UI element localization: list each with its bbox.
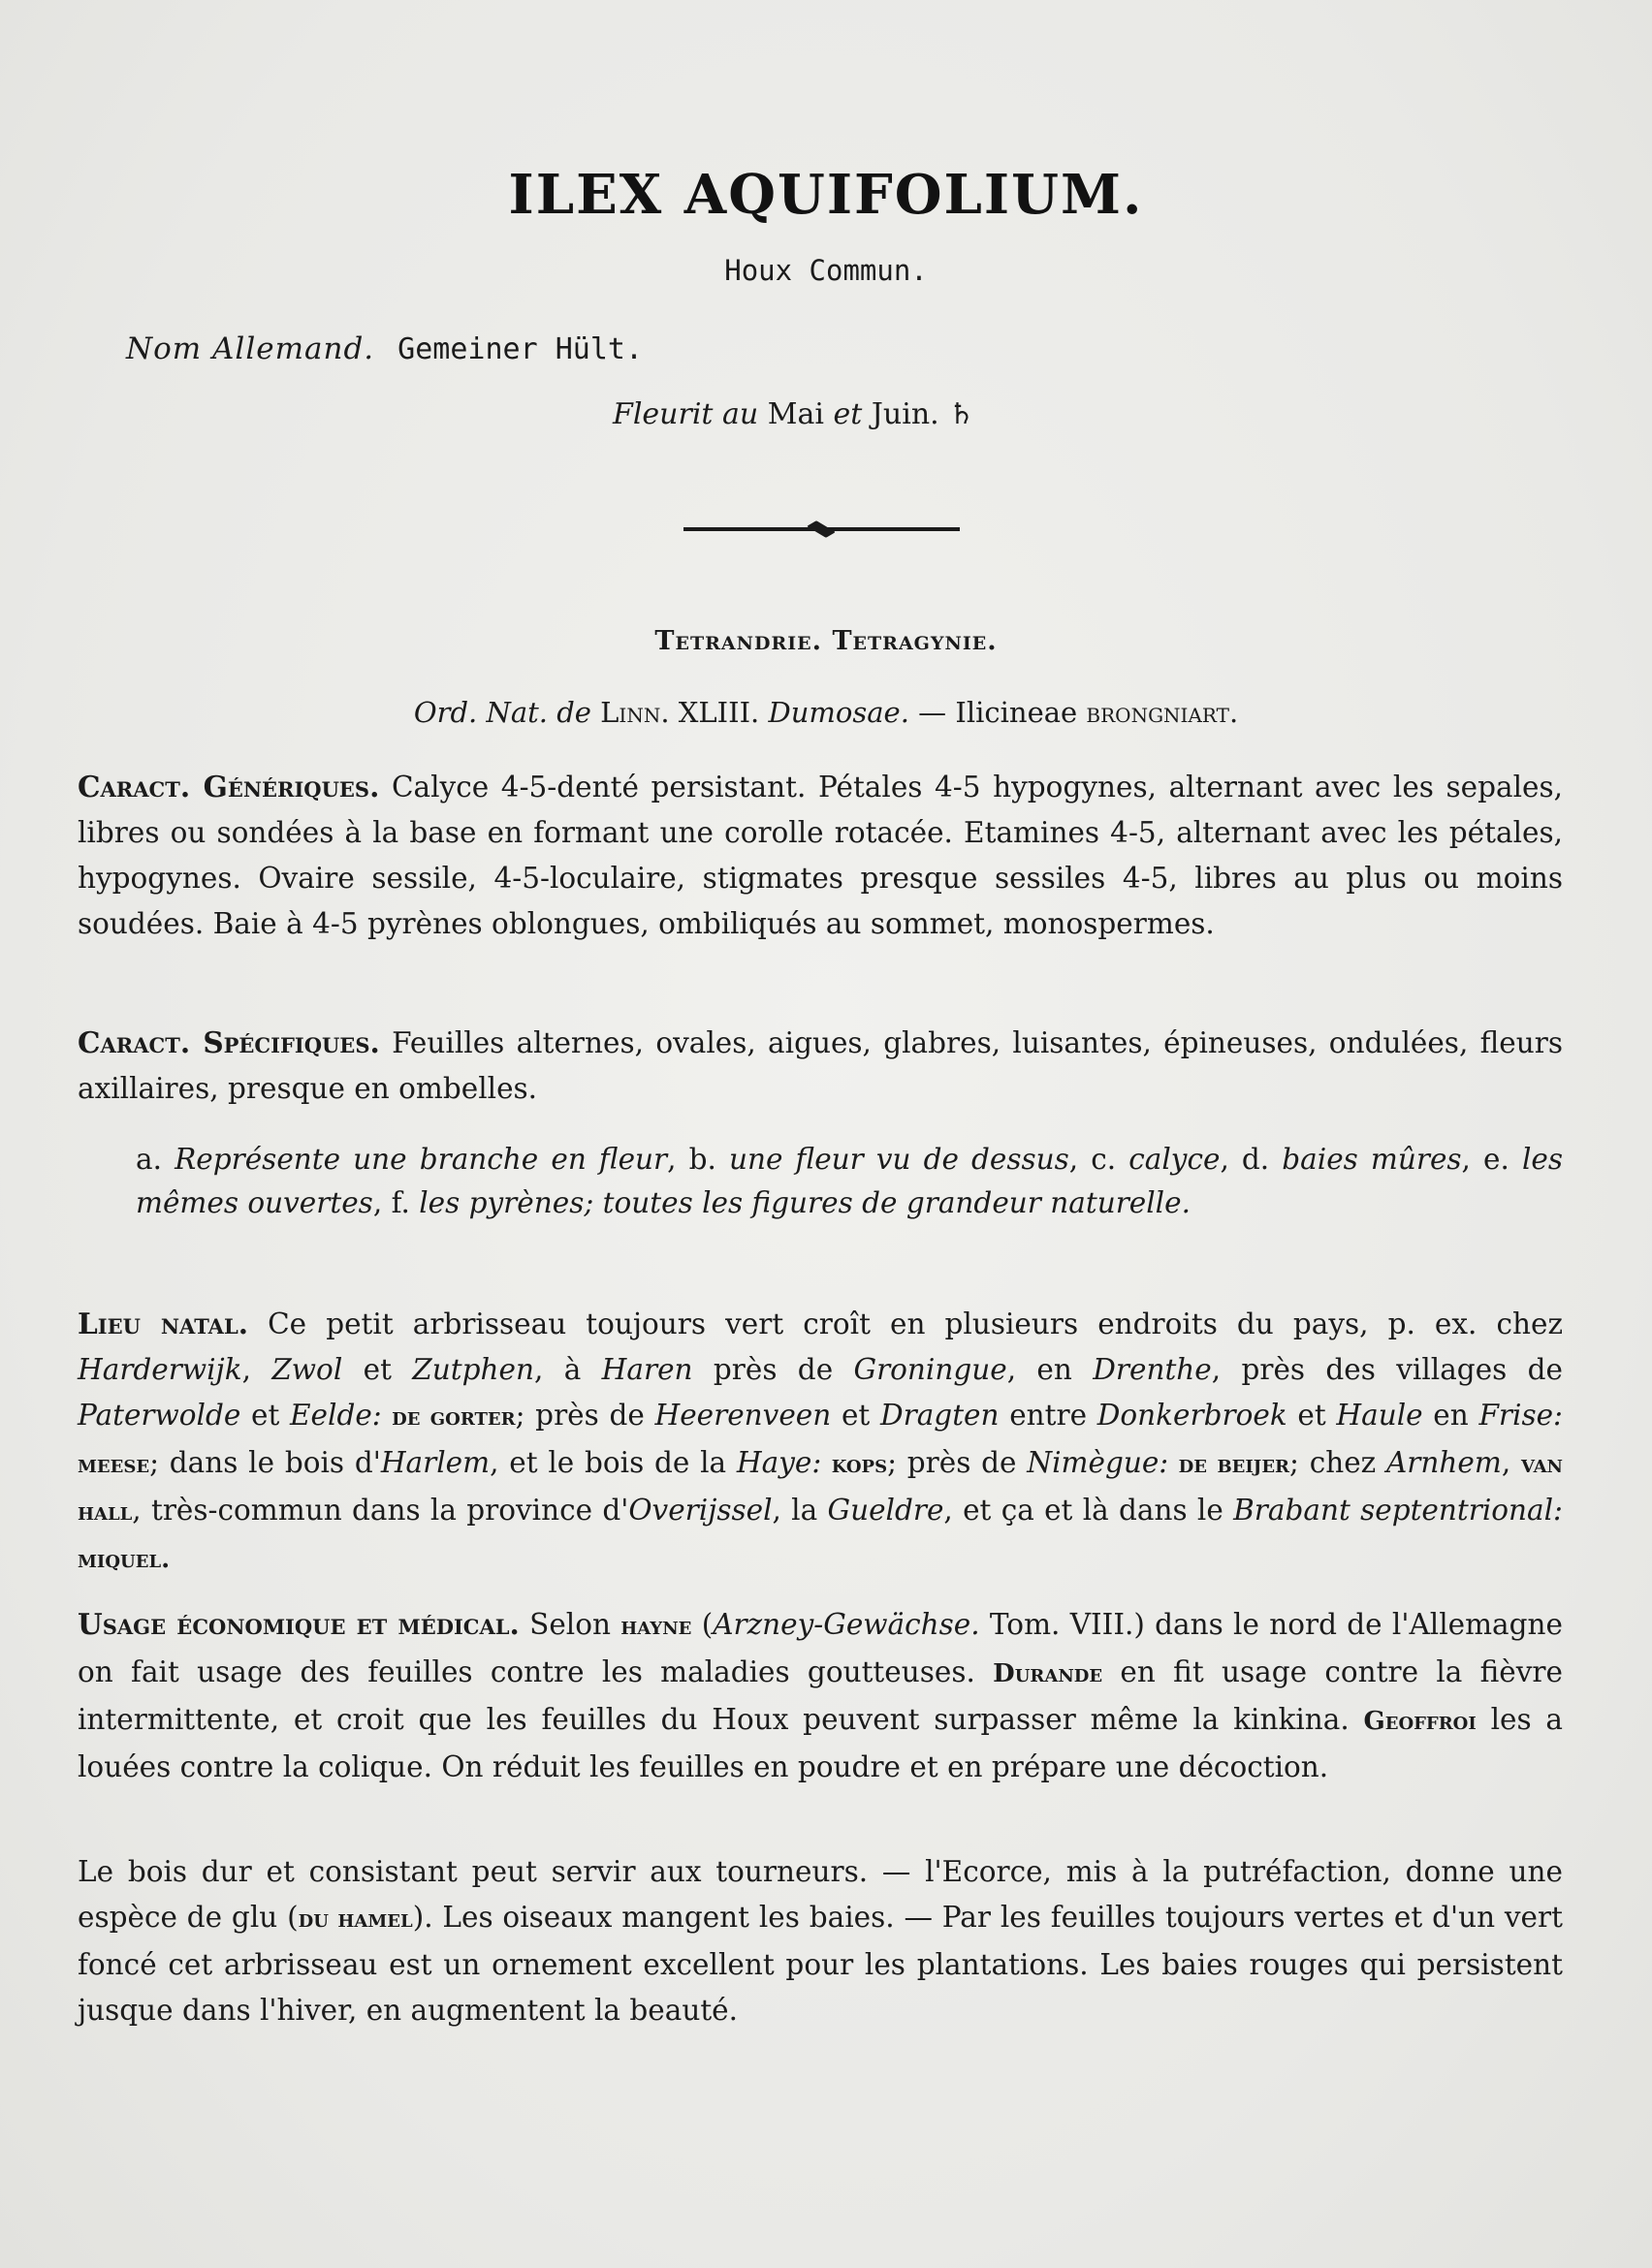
- shrub-symbol-icon: ♄: [948, 397, 975, 431]
- fig-e-text: les mêmes ouvertes: [136, 1143, 1563, 1219]
- habitat-text: , et le bois de la: [490, 1446, 737, 1479]
- author-name: du hamel: [298, 1905, 413, 1934]
- fig-a-text: Représente une branche en fleur: [175, 1143, 668, 1176]
- german-name-label: Nom Allemand.: [126, 331, 375, 366]
- fig-c: , c.: [1068, 1143, 1117, 1176]
- natural-order-line: [0, 696, 1652, 729]
- flowering-month-2: Juin.: [871, 397, 939, 431]
- usage-label: Usage économique et médical.: [78, 1607, 520, 1641]
- habitat-text: ; dans le bois d': [149, 1446, 381, 1479]
- habitat-text: , près des villages de: [1211, 1353, 1563, 1386]
- fig-f-text: les pyrènes; toutes les figures de grandeur naturelle.: [419, 1186, 1191, 1219]
- fig-b-text: une fleur vu de dessus: [728, 1143, 1069, 1176]
- author-name: de gorter: [381, 1402, 516, 1432]
- author-name: miquel.: [78, 1545, 171, 1574]
- flowering-au: au: [722, 397, 759, 431]
- order-family: — Ilicineae: [908, 696, 1087, 729]
- place-name: Nimègue:: [1027, 1446, 1169, 1479]
- habitat-text: Ce petit arbrisseau toujours vert croît en plusieurs endroits du pays, p. ex. chez: [248, 1307, 1564, 1340]
- author-name: Durande: [993, 1659, 1103, 1688]
- fig-d-text: baies mûres: [1282, 1143, 1462, 1176]
- page-title: ILEX AQUIFOLIUM.: [508, 163, 1144, 227]
- habitat-text: , et ça et là dans le: [943, 1494, 1234, 1527]
- fig-b: , b.: [667, 1143, 716, 1176]
- place-name: Heerenveen: [654, 1399, 832, 1432]
- habitat-text: près de: [692, 1353, 854, 1386]
- flowering-et: et: [833, 397, 863, 431]
- usage-text: Tom. VIII.) dans le nord de l'Allemagne on fait usage des feuilles contre les maladies goutteuses.: [78, 1608, 1563, 1688]
- author-name: hayne: [620, 1612, 692, 1641]
- habitat-text: entre: [999, 1399, 1097, 1432]
- author-name: Geoffroi: [1363, 1707, 1477, 1736]
- habitat-label: Lieu natal.: [78, 1307, 249, 1340]
- place-name: Arnhem: [1386, 1446, 1502, 1479]
- author-name: van hall: [78, 1450, 1563, 1527]
- author-name: meese: [78, 1450, 150, 1479]
- specific-characters: [78, 1020, 1563, 1112]
- generic-characters-text: Calyce 4-5-denté persistant. Pétales 4-5 hypogynes, alternant avec les sepales, libres ou sondées à la base en formant une corolle rotacée. Etamines 4-5, alternant avec les pétales, hypogynes. Ovaire sessile, 4-5-loculaire, stigmates presque sessiles 4-5, libres au plus ou moins soudées. Baie à 4-5 pyrènes oblongues, ombiliqués au sommet, monospermes.: [78, 771, 1564, 940]
- habitat-text: ; chez: [1289, 1446, 1386, 1479]
- order-number: XLIII.: [669, 696, 760, 729]
- generic-characters: [78, 764, 1563, 947]
- common-name: Houx Commun.: [724, 254, 928, 287]
- habitat-text: , à: [533, 1353, 602, 1386]
- german-name-value: Gemeiner Hült.: [397, 332, 644, 366]
- place-name: Harlem: [380, 1446, 491, 1479]
- habitat-text: , très-commun dans la province d': [132, 1494, 629, 1527]
- work-title: Arzney-Gewächse.: [713, 1608, 980, 1641]
- habitat-text: ,: [241, 1353, 272, 1386]
- flowering-prefix: Fleurit: [613, 397, 714, 431]
- generic-characters-label: Caract. Génériques.: [78, 770, 380, 803]
- place-name: Haye:: [736, 1446, 822, 1479]
- fig-d: , d.: [1220, 1143, 1270, 1176]
- wood-uses-paragraph: [78, 1849, 1563, 2033]
- habitat-text: ; près de: [887, 1446, 1028, 1479]
- economic-medical-use: [78, 1601, 1563, 1790]
- usage-text: en fit usage contre la fièvre intermittente, et croit que les feuilles du Houx peuvent surpasser même la kinkina.: [78, 1655, 1563, 1736]
- specific-characters-text: Feuilles alternes, ovales, aigues, glabres, luisantes, épineuses, ondulées, fleurs axillaires, presque en ombelles.: [78, 1026, 1564, 1105]
- place-name: Frise:: [1478, 1399, 1563, 1432]
- figure-legend: [136, 1138, 1563, 1225]
- order-name: Dumosae.: [768, 696, 909, 729]
- flowering-line: [613, 397, 974, 431]
- linnaean-class: Tetrandrie. Tetragynie.: [654, 626, 998, 656]
- fig-c-text: calyce: [1128, 1143, 1221, 1176]
- place-name: Overijssel: [628, 1494, 773, 1527]
- place-name: Eelde:: [290, 1399, 382, 1432]
- fig-a: a.: [136, 1143, 162, 1176]
- habitat-text: en: [1422, 1399, 1479, 1432]
- place-name: Donkerbroek: [1096, 1399, 1287, 1432]
- place-name: Zwol: [271, 1353, 343, 1386]
- usage-text: les a louées contre la colique. On réduit les feuilles en poudre et en prépare une décoction.: [78, 1703, 1564, 1783]
- habitat-text: et: [1287, 1399, 1337, 1432]
- habitat-text: , en: [1006, 1353, 1094, 1386]
- place-name: Harderwijk: [78, 1353, 242, 1386]
- place-name: Haule: [1336, 1399, 1423, 1432]
- order-linn: Linn.: [600, 696, 670, 729]
- habitat-text: et: [342, 1353, 413, 1386]
- flowering-month-1: Mai: [767, 397, 824, 431]
- german-name-line: [126, 331, 643, 366]
- habitat-text: ,: [1501, 1446, 1521, 1479]
- place-name: Drenthe: [1093, 1353, 1212, 1386]
- usage-text: Selon: [519, 1608, 621, 1641]
- order-prefix: Ord. Nat. de: [413, 696, 591, 729]
- place-name: Haren: [601, 1353, 693, 1386]
- fig-f: , f.: [372, 1186, 410, 1219]
- habitat-text: , la: [772, 1494, 828, 1527]
- habitat-text: ; près de: [515, 1399, 655, 1432]
- native-habitat: [78, 1301, 1563, 1583]
- habitat-text: et: [831, 1399, 880, 1432]
- author-name: kops: [821, 1450, 888, 1479]
- place-name: Gueldre: [827, 1494, 944, 1527]
- habitat-text: et: [240, 1399, 291, 1432]
- place-name: Zutphen: [412, 1353, 534, 1386]
- fig-e: , e.: [1461, 1143, 1509, 1176]
- wood-text: Le bois dur et consistant peut servir aux tourneurs. — l'Ecorce, mis à la putréfaction, donne une espèce de glu (: [78, 1855, 1563, 1934]
- order-author: brongniart.: [1086, 696, 1239, 729]
- specific-characters-label: Caract. Spécifiques.: [78, 1025, 380, 1059]
- wood-text: ). Les oiseaux mangent les baies. — Par les feuilles toujours vertes et d'un vert foncé cet arbrisseau est un ornement excellent pour les plantations. Les baies rouges qui persistent jusque dans l'hiver, en augmentent la beauté.: [78, 1901, 1563, 2027]
- place-name: Dragten: [879, 1399, 1000, 1432]
- place-name: Brabant septentrional:: [1233, 1494, 1564, 1527]
- usage-text: (: [691, 1608, 714, 1641]
- place-name: Groningue: [853, 1353, 1007, 1386]
- author-name: de beijer: [1168, 1450, 1289, 1479]
- place-name: Paterwolde: [78, 1399, 241, 1432]
- ornamental-divider: [683, 527, 960, 531]
